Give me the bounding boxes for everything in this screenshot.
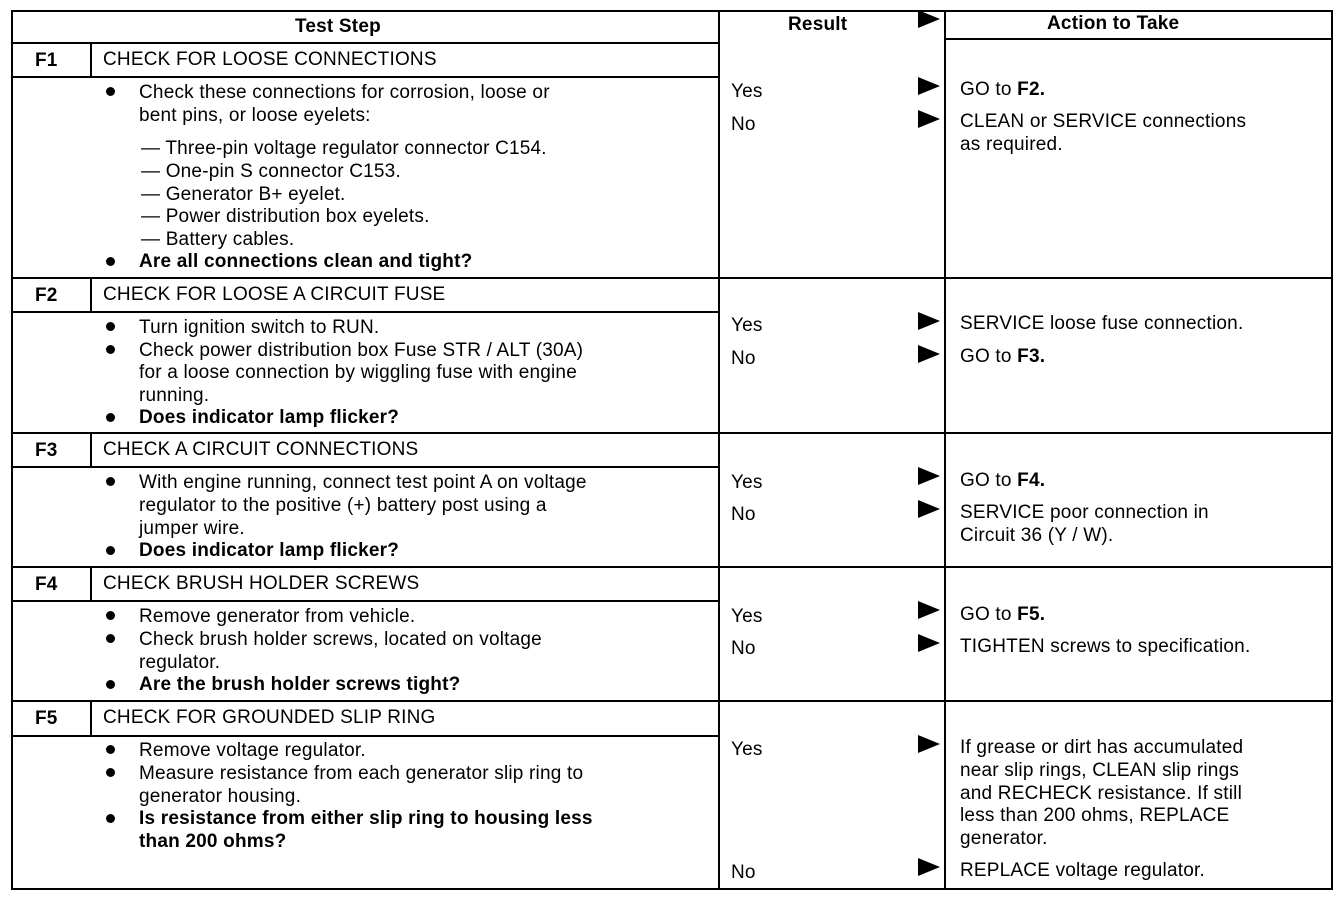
- step-line: Check brush holder screws, located on voltage: [139, 629, 542, 650]
- step-subline: — Three-pin voltage regulator connector C154.: [141, 138, 547, 159]
- step-line: Check power distribution box Fuse STR / ALT (30A): [139, 340, 584, 361]
- step-line: generator housing.: [139, 786, 302, 807]
- step-subline: — Power distribution box eyelets.: [141, 206, 430, 227]
- action-yes: GO to F2.: [960, 79, 1046, 100]
- bullet-icon: [106, 680, 115, 689]
- bullet-icon: [106, 745, 115, 754]
- arrow-icon: [918, 467, 940, 485]
- action-yes: GO to F5.: [960, 604, 1046, 625]
- result-no: No: [731, 504, 756, 525]
- result-yes: Yes: [731, 739, 763, 760]
- bullet-icon: [106, 477, 115, 486]
- bullet-icon: [106, 814, 115, 823]
- step-id-f3: F3: [35, 440, 58, 461]
- result-no: No: [731, 862, 756, 883]
- step-line: Remove voltage regulator.: [139, 740, 366, 761]
- bullet-icon: [106, 546, 115, 555]
- step-question: Does indicator lamp flicker?: [139, 540, 400, 561]
- step-line: Turn ignition switch to RUN.: [139, 317, 380, 338]
- action-yes: less than 200 ohms, REPLACE: [960, 805, 1230, 826]
- step-subline: — One-pin S connector C153.: [141, 161, 401, 182]
- step-subline: — Battery cables.: [141, 229, 295, 250]
- action-yes: near slip rings, CLEAN slip rings: [960, 760, 1240, 781]
- arrow-icon: [918, 634, 940, 652]
- result-no: No: [731, 348, 756, 369]
- action-yes: GO to F4.: [960, 470, 1046, 491]
- step-title-f1: CHECK FOR LOOSE CONNECTIONS: [103, 49, 437, 70]
- result-yes: Yes: [731, 606, 763, 627]
- step-line: regulator.: [139, 652, 221, 673]
- step-id-f1: F1: [35, 50, 58, 71]
- action-yes: SERVICE loose fuse connection.: [960, 313, 1244, 334]
- step-title-f4: CHECK BRUSH HOLDER SCREWS: [103, 573, 420, 594]
- header-test-step: Test Step: [295, 16, 381, 37]
- step-title-f2: CHECK FOR LOOSE A CIRCUIT FUSE: [103, 284, 446, 305]
- result-yes: Yes: [731, 81, 763, 102]
- step-title-f3: CHECK A CIRCUIT CONNECTIONS: [103, 439, 419, 460]
- step-question: than 200 ohms?: [139, 831, 287, 852]
- header-action: Action to Take: [1047, 13, 1180, 34]
- action-no: as required.: [960, 134, 1063, 155]
- action-no: Circuit 36 (Y / W).: [960, 525, 1114, 546]
- step-line: Remove generator from vehicle.: [139, 606, 416, 627]
- step-question: Are all connections clean and tight?: [139, 251, 473, 272]
- step-question: Does indicator lamp flicker?: [139, 407, 400, 428]
- action-no: SERVICE poor connection in: [960, 502, 1209, 523]
- step-title-f5: CHECK FOR GROUNDED SLIP RING: [103, 707, 436, 728]
- action-no: REPLACE voltage regulator.: [960, 860, 1205, 881]
- step-question: Are the brush holder screws tight?: [139, 674, 461, 695]
- result-yes: Yes: [731, 315, 763, 336]
- bullet-icon: [106, 87, 115, 96]
- step-id-f2: F2: [35, 285, 58, 306]
- step-line: Check these connections for corrosion, loose or: [139, 82, 550, 103]
- bullet-icon: [106, 413, 115, 422]
- step-line: running.: [139, 385, 210, 406]
- result-no: No: [731, 114, 756, 135]
- step-line: for a loose connection by wiggling fuse with engine: [139, 362, 577, 383]
- arrow-icon: [918, 110, 940, 128]
- header-result: Result: [788, 14, 848, 35]
- action-no: TIGHTEN screws to specification.: [960, 636, 1251, 657]
- result-yes: Yes: [731, 472, 763, 493]
- step-line: With engine running, connect test point A on voltage: [139, 472, 587, 493]
- action-no: GO to F3.: [960, 346, 1046, 367]
- step-line: Measure resistance from each generator slip ring to: [139, 763, 584, 784]
- bullet-icon: [106, 634, 115, 643]
- bullet-icon: [106, 345, 115, 354]
- step-id-f4: F4: [35, 574, 58, 595]
- arrow-icon: [918, 858, 940, 876]
- step-line: bent pins, or loose eyelets:: [139, 105, 371, 126]
- step-line: jumper wire.: [139, 518, 245, 539]
- step-question: Is resistance from either slip ring to housing less: [139, 808, 593, 829]
- arrow-icon: [918, 500, 940, 518]
- action-yes: and RECHECK resistance. If still: [960, 783, 1242, 804]
- header-arrow-icon: [918, 10, 940, 28]
- action-no: CLEAN or SERVICE connections: [960, 111, 1247, 132]
- arrow-icon: [918, 345, 940, 363]
- action-yes: If grease or dirt has accumulated: [960, 737, 1244, 758]
- bullet-icon: [106, 257, 115, 266]
- arrow-icon: [918, 601, 940, 619]
- bullet-icon: [106, 611, 115, 620]
- arrow-icon: [918, 735, 940, 753]
- bullet-icon: [106, 322, 115, 331]
- step-subline: — Generator B+ eyelet.: [141, 184, 346, 205]
- step-line: regulator to the positive (+) battery post using a: [139, 495, 547, 516]
- step-id-f5: F5: [35, 708, 58, 729]
- bullet-icon: [106, 768, 115, 777]
- action-yes: generator.: [960, 828, 1048, 849]
- arrow-icon: [918, 77, 940, 95]
- result-no: No: [731, 638, 756, 659]
- arrow-icon: [918, 312, 940, 330]
